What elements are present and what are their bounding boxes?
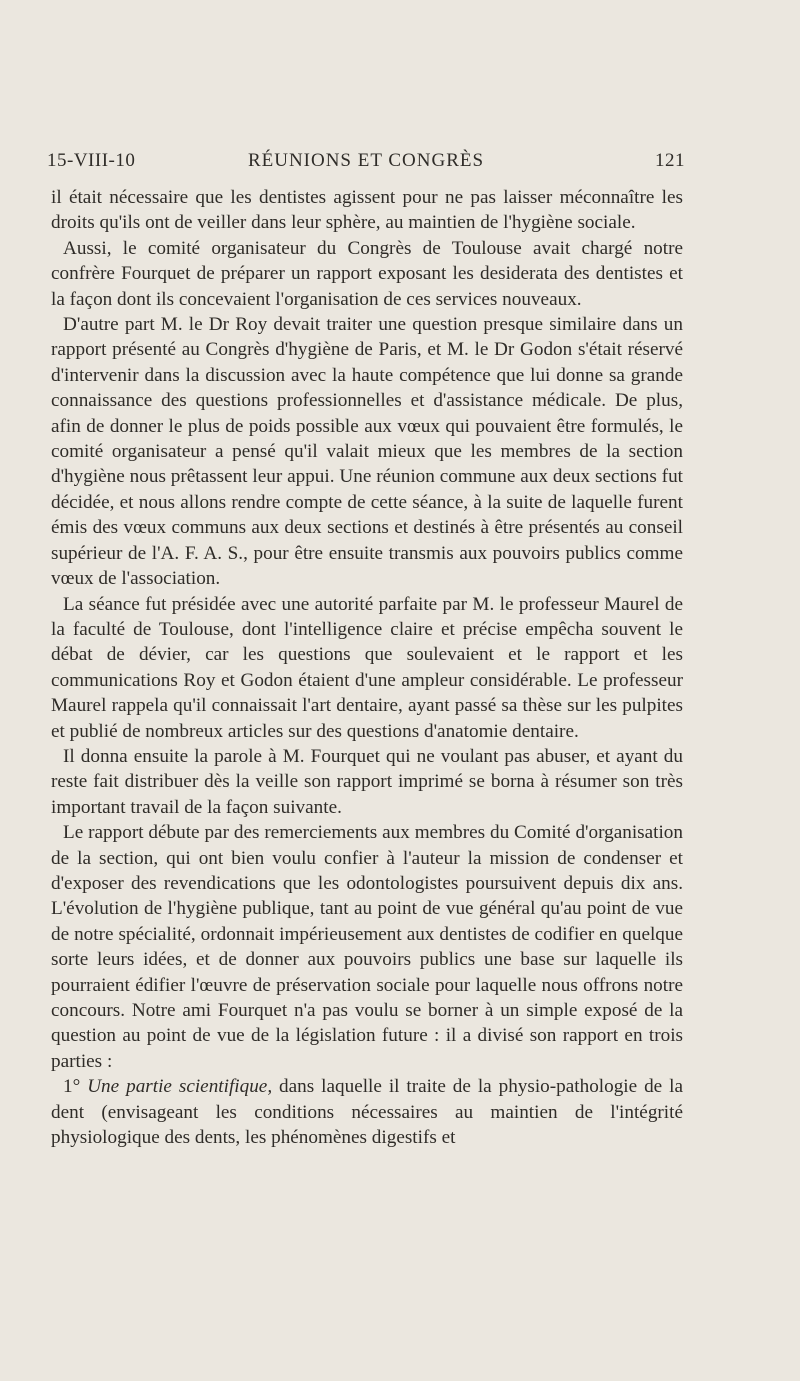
header-title: RÉUNIONS ET CONGRÈS [247,150,485,171]
page-number: 121 [655,150,685,171]
header-date: 15-VIII-10 [47,150,136,171]
paragraph-3: D'autre part M. le Dr Roy devait traiter une question presque similaire dans un rapport présenté au Congrès d'hygiène de Paris, et M. le Dr Godon s'était réservé d'intervenir dans la discussion avec la haute compétence que lui donne sa grande connaissance des questions professionnelles et d'assistance médicale. De plus, afin de donner le plus de poids possible aux vœux qui pouvaient être formulés, le comité organisateur a pensé qu'il valait mieux que les membres de la section d'hygiène nous prêtassent leur appui. Une réunion commune aux deux sections fut décidée, et nous allons rendre compte de cette séance, à la suite de laquelle furent émis des vœux communs aux deux sections et destinés à être présentés au conseil supérieur de l'A. F. A. S., pour être ensuite transmis aux pouvoirs publics comme vœux de l'association. [51,314,683,590]
italic-heading: Une partie scientifique, [87,1076,273,1098]
paragraph-5: Il donna ensuite la parole à M. Fourquet qui ne voulant pas abuser, et ayant du reste fait distribuer dès la veille son rapport imprimé se borna à résumer son très important travail de la façon suivante. [51,745,683,818]
paragraph-4: La séance fut présidée avec une autorité parfaite par M. le professeur Maurel de la faculté de Toulouse, dont l'intelligence claire et précise empêcha souvent le débat de dévier, car les questions que soulevaient et le rapport et les communications Roy et Godon étaient d'une ampleur considérable. Le professeur Maurel rappela qu'il connaissait l'art dentaire, ayant passé sa thèse sur les pulpites et publié de nombreux articles sur des questions d'anatomie dentaire. [51,593,683,742]
paragraph-6: Le rapport débute par des remerciements aux membres du Comité d'organisation de la section, qui ont bien voulu confier à l'auteur la mission de condenser et d'exposer des revendications que les odontologistes poursuivent depuis dix ans. L'évolution de l'hygiène publique, tant au point de vue général qu'au point de vue de notre spécialité, ordonnait impérieusement aux dentistes de codifier en quelque sorte leurs idées, et de donner aux pouvoirs publics une base sur laquelle ils pourraient édifier l'œuvre de préservation sociale pour laquelle nous offrons notre concours. Notre ami Fourquet n'a pas voulu se borner à un simple exposé de la question au point de vue de la législation future : il a divisé son rapport en trois parties : [51,822,683,1072]
paragraph-7-text: dans laquelle il traite de la physio-pathologie de la dent (envisageant les conditions nécessaires au maintien de l'intégrité physiologique des dents, les phénomènes digestifs et [51,1076,683,1149]
list-number: 1° [63,1076,88,1098]
body-text [51,185,683,1150]
paragraph-1: il était nécessaire que les dentistes agissent pour ne pas laisser méconnaître les droits qu'ils ont de veiller dans leur sphère, au maintien de l'hygiène sociale. [51,187,683,234]
paragraph-2: Aussi, le comité organisateur du Congrès de Toulouse avait chargé notre confrère Fourquet de préparer un rapport exposant les desiderata des dentistes et la façon dont ils concevaient l'organisation de ces services nouveaux. [51,237,683,310]
running-head [47,150,685,178]
paragraph-7 [51,1074,683,1150]
